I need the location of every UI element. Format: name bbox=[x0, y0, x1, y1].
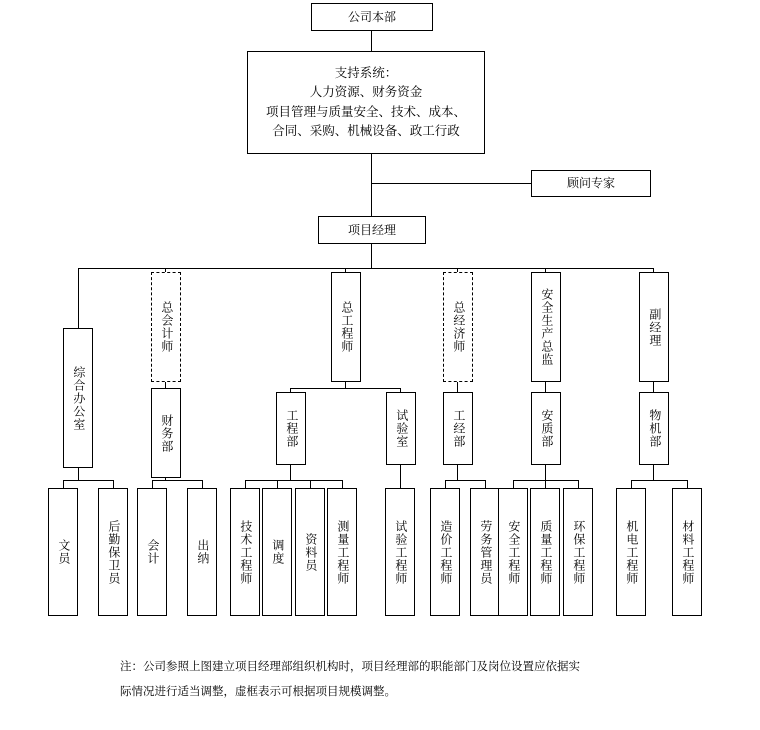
node-level5-cashier: 出纳 bbox=[187, 488, 217, 616]
connector-l3-l4-safety bbox=[545, 382, 546, 392]
connector-support-down bbox=[371, 154, 372, 183]
drop-cost-engineer bbox=[445, 480, 446, 488]
connector-hq-support bbox=[371, 31, 372, 51]
connector-engineering-down bbox=[290, 465, 291, 480]
node-level3-chief-engineer: 总工程师 bbox=[331, 272, 361, 382]
node-level5-material-engineer: 材料工程师 bbox=[672, 488, 702, 616]
node-level5-lab-engineer: 试验工程师 bbox=[385, 488, 415, 616]
node-level4-engineering-dept: 工程部 bbox=[276, 392, 306, 465]
drop-tech-engineer bbox=[245, 480, 246, 488]
support-line-3: 合同、采购、机械设备、政工行政 bbox=[272, 123, 460, 138]
bus-office-children bbox=[63, 480, 113, 481]
node-support-system bbox=[247, 51, 485, 154]
node-level5-environment-engineer: 环保工程师 bbox=[563, 488, 593, 616]
drop-level3-0 bbox=[78, 268, 79, 328]
bus-engineer-children bbox=[290, 388, 400, 389]
connector-advisor-horizontal bbox=[371, 183, 531, 184]
node-level4-material-machinery-dept: 物机部 bbox=[639, 392, 669, 465]
drop-quality-engineer bbox=[545, 480, 546, 488]
node-level5-dispatcher: 调度 bbox=[262, 488, 292, 616]
connector-to-pm bbox=[371, 183, 372, 216]
node-level5-accountant: 会计 bbox=[137, 488, 167, 616]
drop-survey-engineer bbox=[342, 480, 343, 488]
support-line-2: 项目管理与质量安全、技术、成本、 bbox=[265, 104, 466, 119]
node-advisor: 顾问专家 bbox=[531, 170, 651, 197]
connector-lab-down bbox=[400, 465, 401, 488]
footnote bbox=[120, 655, 760, 706]
drop-safety-engineer bbox=[513, 480, 514, 488]
bus-engineering-children bbox=[245, 480, 342, 481]
bus-material-machinery-children bbox=[631, 480, 687, 481]
connector-material-machinery-down bbox=[653, 465, 654, 480]
connector-cost-down bbox=[457, 465, 458, 480]
connector-office-down bbox=[78, 468, 79, 480]
node-level5-quality-engineer: 质量工程师 bbox=[530, 488, 560, 616]
node-level3-comprehensive-office: 综合办公室 bbox=[63, 328, 93, 468]
node-level3-deputy-manager: 副经理 bbox=[639, 272, 669, 382]
node-level5-tech-engineer: 技术工程师 bbox=[230, 488, 260, 616]
node-level5-clerk: 文员 bbox=[48, 488, 78, 616]
node-level3-chief-accountant: 总会计师 bbox=[151, 272, 181, 382]
drop-electromechanical-engineer bbox=[631, 480, 632, 488]
connector-safety-quality-down bbox=[545, 465, 546, 480]
drop-cashier bbox=[202, 480, 203, 488]
node-level5-cost-engineer: 造价工程师 bbox=[430, 488, 460, 616]
node-headquarters: 公司本部 bbox=[311, 3, 433, 31]
connector-pm-down bbox=[371, 244, 372, 268]
drop-clerk bbox=[63, 480, 64, 488]
node-level5-logistics-guard: 后勤保卫员 bbox=[98, 488, 128, 616]
node-level4-lab: 试验室 bbox=[386, 392, 416, 465]
node-level3-chief-economist: 总经济师 bbox=[443, 272, 473, 382]
bus-finance-children bbox=[152, 480, 202, 481]
footnote-line-0: 注：公司参照上图建立项目经理部组织机构时，项目经理部的职能部门及岗位设置应依据实 bbox=[120, 661, 580, 673]
node-level5-survey-engineer: 测量工程师 bbox=[327, 488, 357, 616]
drop-accountant bbox=[152, 480, 153, 488]
node-level5-electromechanical-engineer: 机电工程师 bbox=[616, 488, 646, 616]
node-level4-finance-dept: 财务部 bbox=[151, 388, 181, 478]
node-level5-safety-engineer: 安全工程师 bbox=[498, 488, 528, 616]
connector-l3-l4-deputy bbox=[653, 382, 654, 392]
node-level5-document-clerk: 资料员 bbox=[295, 488, 325, 616]
bus-cost-children bbox=[445, 480, 485, 481]
drop-document-clerk bbox=[310, 480, 311, 488]
drop-logistics-guard bbox=[113, 480, 114, 488]
drop-environment-engineer bbox=[578, 480, 579, 488]
drop-material-engineer bbox=[687, 480, 688, 488]
drop-dispatcher bbox=[277, 480, 278, 488]
footnote-line-1: 际情况进行适当调整，虚框表示可根据项目规模调整。 bbox=[120, 686, 396, 699]
support-line-0: 支持系统： bbox=[334, 65, 398, 80]
connector-l3-l4-economist bbox=[457, 382, 458, 392]
node-level3-safety-director: 安全生产总监 bbox=[531, 272, 561, 382]
support-line-1: 人力资源、财务资金 bbox=[309, 85, 423, 100]
drop-labour-admin bbox=[485, 480, 486, 488]
node-level5-labour-admin: 劳务管理员 bbox=[470, 488, 500, 616]
node-level4-safety-quality-dept: 安质部 bbox=[531, 392, 561, 465]
node-level4-cost-dept: 工经部 bbox=[443, 392, 473, 465]
node-project-manager: 项目经理 bbox=[318, 216, 426, 244]
